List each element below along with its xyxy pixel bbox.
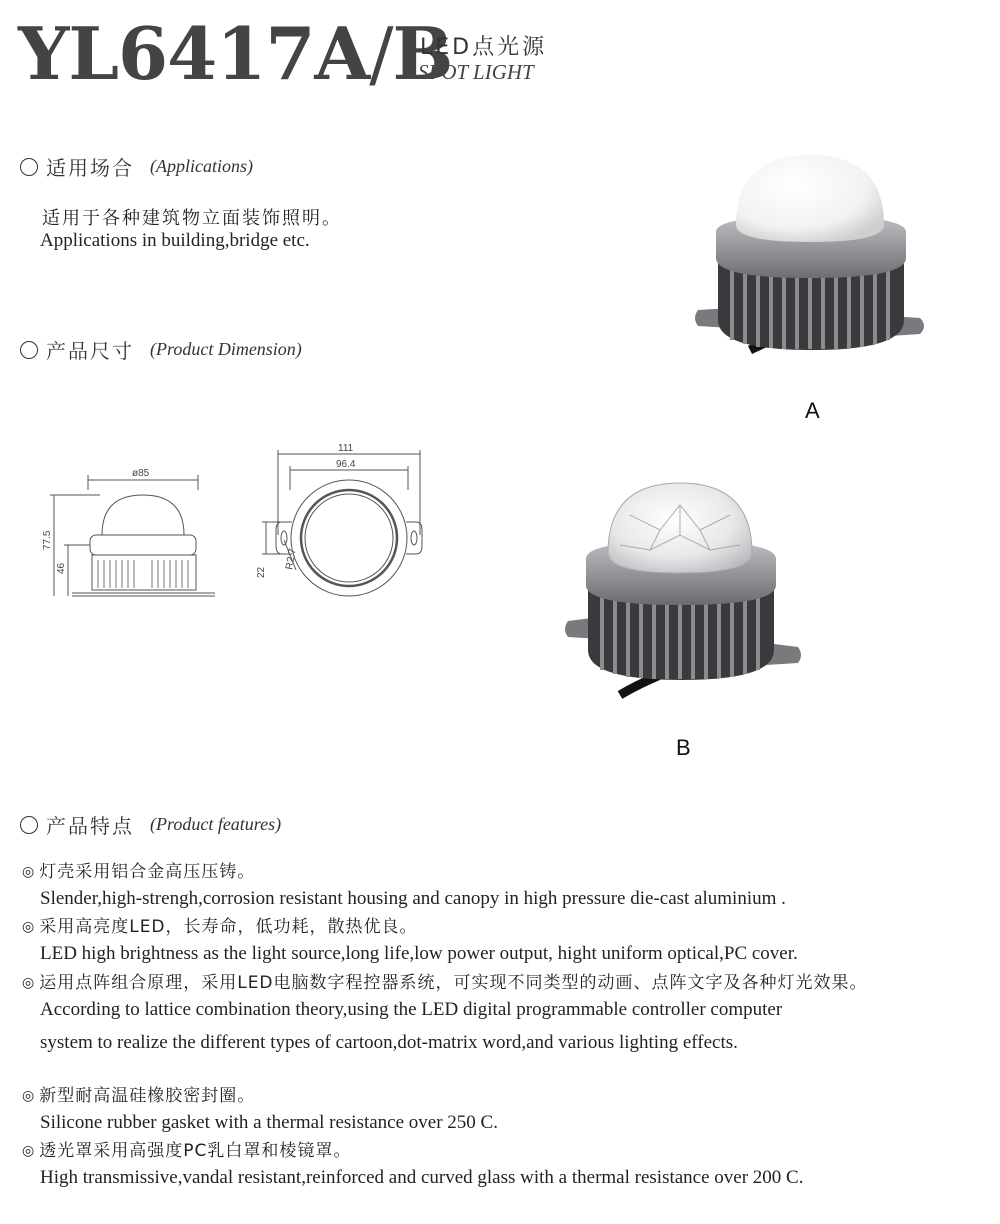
bullet-icon: ◎ <box>22 1088 36 1104</box>
feature-item <box>22 1086 952 1134</box>
applications-title-cn: 适用场合 <box>46 156 134 180</box>
product-a-label: A <box>805 398 820 423</box>
dim-radius: R2.7 <box>284 547 299 571</box>
applications-heading <box>20 152 253 181</box>
feature-item <box>22 1141 952 1189</box>
feature-en: High transmissive,vandal resistant,reinforced and curved glass with a thermal resistance over 200 C. <box>40 1167 804 1188</box>
feature-en: Silicone rubber gasket with a thermal resistance over 250 C. <box>40 1112 498 1133</box>
bullet-icon: ◎ <box>22 864 36 880</box>
feature-cn: 透光罩采用高强度PC乳白罩和棱镜罩。 <box>39 1141 352 1161</box>
model-title <box>18 11 453 96</box>
feature-en: LED high brightness as the light source,long life,low power output, hight uniform optical,PC cover. <box>40 943 798 964</box>
product-b-label: B <box>676 735 691 760</box>
dim-height-total: 77.5 <box>42 530 53 550</box>
product-b-image <box>560 475 810 700</box>
feature-cn: 灯壳采用铝合金高压压铸。 <box>39 862 256 882</box>
top-view-drawing <box>250 440 440 610</box>
dim-diameter: ø85 <box>132 468 150 479</box>
feature-item <box>22 917 952 965</box>
applications-text-cn: 适用于各种建筑物立面装饰照明。 <box>42 208 342 229</box>
features-title-cn: 产品特点 <box>46 814 134 838</box>
dimension-heading <box>20 335 302 364</box>
feature-cn: 新型耐高温硅橡胶密封圈。 <box>39 1086 256 1106</box>
bullet-icon: ◎ <box>22 975 36 991</box>
feature-en-continued: system to realize the different types of cartoon,dot-matrix word,and various lighting effects. <box>40 1032 738 1053</box>
dimension-title-cn: 产品尺寸 <box>46 339 134 363</box>
dim-inner: 96.4 <box>336 459 356 470</box>
applications-title-en: (Applications) <box>150 156 253 176</box>
bullet-icon: ◎ <box>22 1143 36 1159</box>
circle-icon <box>20 341 38 359</box>
side-view-drawing <box>40 460 230 610</box>
feature-item <box>22 973 952 1054</box>
circle-icon <box>20 816 38 834</box>
feature-en: Slender,high-strengh,corrosion resistant housing and canopy in high pressure die-cast aluminium . <box>40 888 786 909</box>
features-title-en: (Product features) <box>150 814 282 834</box>
model-slash: / <box>369 12 393 96</box>
circle-icon <box>20 158 38 176</box>
applications-text-en: Applications in building,bridge etc. <box>40 230 310 251</box>
feature-item <box>22 862 952 910</box>
dimension-title-en: (Product Dimension) <box>150 339 302 359</box>
feature-cn: 运用点阵组合原理，采用LED电脑数字程控器系统，可实现不同类型的动画、点阵文字及各种灯光效果。 <box>39 973 868 993</box>
features-heading <box>20 810 281 839</box>
model-suffix: B <box>392 11 453 96</box>
category-en: SPOT LIGHT <box>418 60 534 84</box>
model-name: YL6417A <box>18 11 370 96</box>
feature-en: According to lattice combination theory,using the LED digital programmable controller computer <box>40 999 783 1020</box>
category-cn: LED点光源 <box>420 35 548 60</box>
dim-height-base: 46 <box>56 562 67 574</box>
dim-overall: 111 <box>338 443 354 454</box>
dim-hole: 22 <box>256 566 267 578</box>
bullet-icon: ◎ <box>22 919 36 935</box>
product-a-image <box>690 150 940 375</box>
feature-cn: 采用高亮度LED，长寿命，低功耗，散热优良。 <box>39 917 418 937</box>
